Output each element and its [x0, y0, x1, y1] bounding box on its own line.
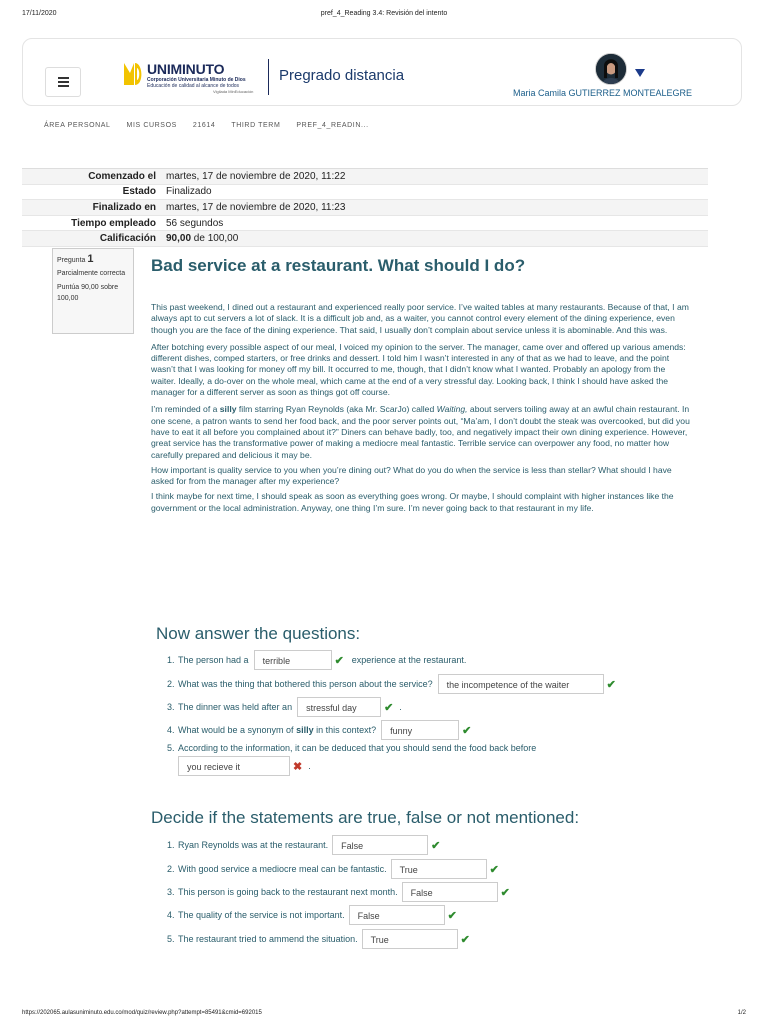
menu-toggle-button[interactable] — [45, 67, 81, 97]
check-icon: ✔ — [489, 863, 499, 876]
statements-heading: Decide if the statements are true, false or not mentioned: — [151, 808, 580, 827]
logo-name: UNIMINUTO — [147, 61, 225, 77]
statement-item-2 — [167, 859, 499, 879]
text-span: I’m reminded of a — [151, 404, 220, 415]
reading-paragraph: I think maybe for next time, I should speak as soon as everything goes wrong. Or maybe, I should complaint with higher instances like the government or the local administration. Anyway, one thing I’m sure. I’m never going back to that restaurant in my life. — [151, 491, 674, 513]
uniminuto-logo[interactable] — [123, 57, 271, 97]
summary-value: martes, 17 de noviembre de 2020, 11:22 — [166, 170, 346, 182]
question-text: What was the thing that bothered this person about the service? — [178, 679, 433, 689]
item-number: 1. — [167, 840, 175, 850]
breadcrumb-item[interactable]: THIRD TERM — [231, 122, 281, 129]
summary-value: martes, 17 de noviembre de 2020, 11:23 — [166, 201, 346, 213]
check-icon: ✔ — [500, 886, 510, 899]
summary-row — [22, 169, 708, 185]
question-text: What would be a synonym of — [178, 725, 297, 735]
check-icon: ✔ — [431, 839, 441, 852]
questions-heading: Now answer the questions: — [156, 624, 361, 643]
item-number: 2. — [167, 679, 175, 689]
check-icon: ✔ — [334, 654, 344, 667]
question-number-value: 1 — [87, 253, 94, 265]
check-icon: ✔ — [606, 678, 616, 691]
question-text: The dinner was held after an — [178, 702, 293, 712]
summary-row — [22, 185, 708, 201]
logo-tagline: Educación de calidad al alcance de todos — [147, 83, 240, 89]
check-icon: ✔ — [384, 701, 394, 714]
check-icon: ✔ — [447, 909, 457, 922]
film-title: Waiting, — [436, 404, 468, 415]
answer-select[interactable]: True — [391, 859, 487, 879]
grade-max: de 100,00 — [191, 233, 239, 245]
item-number: 5. — [167, 934, 175, 944]
summary-value: 56 segundos — [166, 217, 224, 229]
top-navbar — [22, 38, 742, 106]
answer-select[interactable]: False — [349, 905, 445, 925]
summary-label: Calificación — [99, 233, 156, 245]
reading-paragraph: This past weekend, I dined out a restaurant and experienced really poor service. I’ve waited tables at many restaurants. Because of that, I am always apt to cut servers a lot of slack. It is a difficult job and, as a waiter, you cannot control every element of the dining experience, even though you are the face of the dining experience. That said, I usually don’t complain about service unless it is abominable. And this was. — [151, 302, 689, 335]
summary-value — [166, 233, 238, 244]
user-avatar[interactable] — [595, 53, 627, 85]
breadcrumb-item[interactable]: 21614 — [192, 122, 216, 129]
item-number: 4. — [167, 725, 175, 735]
attempt-summary-table — [22, 168, 708, 247]
statement-item-5 — [167, 929, 470, 949]
reading-title: Bad service at a restaurant. What should I do? — [151, 256, 526, 275]
cross-icon: ✖ — [293, 760, 303, 773]
print-date: 17/11/2020 — [22, 10, 57, 17]
statement-item-1 — [167, 835, 440, 855]
breadcrumb-item[interactable]: PREF_4_READIN... — [296, 122, 369, 129]
summary-row — [22, 200, 708, 216]
summary-label: Comenzado el — [88, 170, 156, 182]
logo-note: Vigilada MinEducación — [213, 89, 254, 94]
question-score: Puntúa 90,00 sobre 100,00 — [57, 284, 119, 302]
check-icon: ✔ — [460, 933, 470, 946]
statement-text: The restaurant tried to ammend the situation. — [178, 934, 358, 944]
user-name[interactable]: Maria Camila GUTIERREZ MONTEALEGRE — [513, 88, 693, 98]
statement-item-4 — [167, 905, 457, 925]
print-url: https://202065.aulasuniminuto.edu.co/mod/quiz/review.php?attempt=85491&cmid=692015 — [22, 1010, 262, 1016]
summary-value: Finalizado — [166, 186, 212, 198]
reading-paragraph: How important is quality service to you when you’re dining out? What do you do when the service is less than stellar? What should I have asked for from the manager after my experience? — [151, 464, 672, 487]
question-item-2 — [167, 674, 616, 694]
summary-row — [22, 216, 708, 232]
highlighted-word: silly — [296, 725, 314, 735]
question-text: experience at the restaurant. — [351, 655, 467, 665]
print-page-title: pref_4_Reading 3.4: Revisión del intento — [320, 10, 448, 17]
item-number: 3. — [167, 887, 175, 897]
question-text: The person had a — [178, 655, 249, 665]
answer-select[interactable]: False — [332, 835, 428, 855]
question-info-box — [52, 248, 134, 334]
answer-select[interactable]: False — [402, 882, 498, 902]
site-brand[interactable]: Pregrado distancia — [279, 67, 405, 84]
question-text: According to the information, it can be deduced that you should send the food back before — [178, 743, 537, 753]
summary-label: Tiempo empleado — [71, 217, 156, 229]
question-item-4 — [167, 720, 471, 740]
question-item-1 — [167, 650, 466, 670]
statement-text: With good service a mediocre meal can be fantastic. — [178, 864, 387, 874]
answer-select[interactable]: True — [362, 929, 458, 949]
question-state: Parcialmente correcta — [57, 270, 126, 277]
summary-label: Estado — [122, 186, 156, 198]
check-icon: ✔ — [462, 724, 472, 737]
breadcrumb-item[interactable]: MIS CURSOS — [126, 122, 177, 129]
text-span: about servers toiling away at an awful chain restaurant. In one scene, a patron wants to send her food back, and the poor server points out, “Ma’am, I don’t doubt the steak was overcooked, but did you have to eat it all before you complained about it?” Diners can behave badly, too, and negatively impact their own dining experience. However, great service has the transformative power of making a mediocre meal fantastic. Terrible service can overpower any food, no matter how carefully prepared and delicious it may be. — [151, 404, 690, 460]
question-item-5 — [167, 743, 536, 776]
statement-text: This person is going back to the restaurant next month. — [178, 887, 398, 897]
text-span: film starring Ryan Reynolds (aka Mr. ScarJo) called — [236, 404, 437, 415]
answer-field[interactable]: terrible — [254, 650, 332, 670]
answer-field[interactable]: the incompetence of the waiter — [438, 674, 604, 694]
uniminuto-emblem-icon — [123, 59, 145, 87]
breadcrumb — [44, 122, 369, 129]
item-number: 2. — [167, 864, 175, 874]
statement-text: The quality of the service is not important. — [178, 910, 345, 920]
answer-field[interactable]: you recieve it — [178, 756, 290, 776]
question-number — [57, 253, 129, 265]
question-text: in this context? — [313, 725, 377, 735]
answer-field[interactable]: funny — [381, 720, 459, 740]
item-number: 5. — [167, 743, 175, 753]
logo-subtitle: Corporación Universitaria Minuto de Dios — [147, 77, 246, 83]
question-item-3 — [167, 697, 402, 717]
item-number: 3. — [167, 702, 175, 712]
reading-content — [151, 256, 691, 514]
statement-item-3 — [167, 882, 510, 902]
hamburger-icon — [58, 75, 69, 89]
user-menu-caret-icon[interactable] — [635, 69, 645, 77]
reading-paragraph: After botching every possible aspect of our meal, I voiced my opinion to the server. The manager, came over and offered up various amends: different dishes, comped starters, or free drinks and dessert. I told him I wasn’t interested in any of that as we had to leave, and the point wasn’t that I was looking for money off my bill. It occurred to me, though, that I didn’t know what I wanted. Probably an apology from the waiter. Ideally, a do-over on the whole meal, which came at the end of a very stressful day. Looking back, I think I should have asked the manager for a different server as soon as things got off course. — [151, 341, 686, 398]
question-text: . — [308, 761, 311, 771]
print-page-number: 1/2 — [737, 1010, 746, 1016]
grade-value: 90,00 — [166, 233, 192, 245]
summary-label: Finalizado en — [92, 201, 156, 213]
item-number: 4. — [167, 910, 175, 920]
question-label: Pregunta — [57, 257, 86, 264]
logo-divider — [268, 59, 269, 95]
highlighted-word: silly — [219, 404, 237, 415]
statement-text: Ryan Reynolds was at the restaurant. — [178, 840, 329, 850]
breadcrumb-item[interactable]: ÁREA PERSONAL — [44, 122, 111, 129]
user-photo-icon — [596, 54, 626, 84]
answer-field[interactable]: stressful day — [297, 697, 381, 717]
item-number: 1. — [167, 655, 175, 665]
summary-row — [22, 231, 708, 247]
reading-paragraph — [151, 404, 691, 460]
question-text: . — [399, 702, 402, 712]
